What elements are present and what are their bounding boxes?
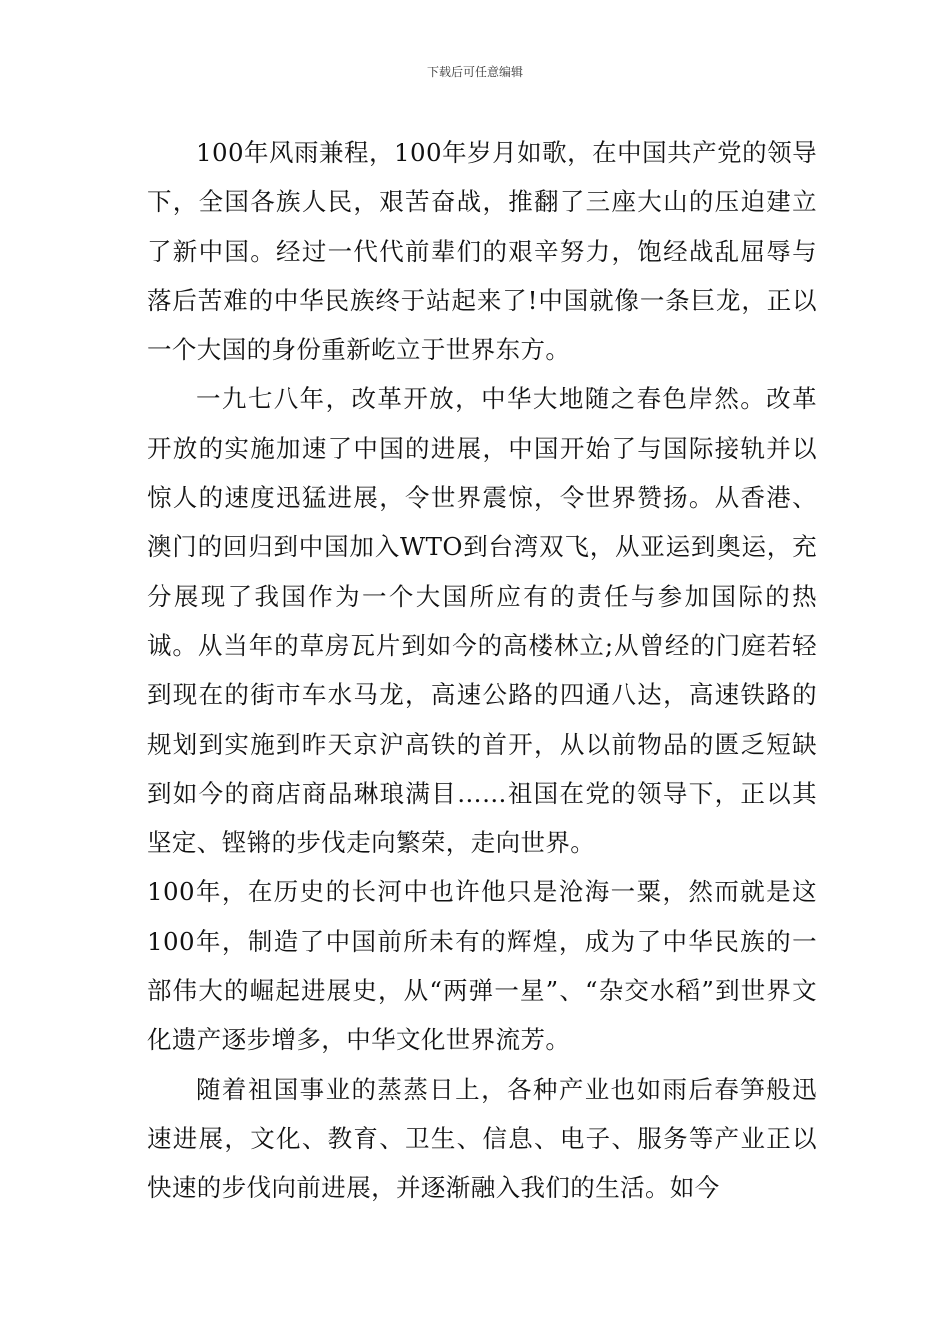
paragraph-4: 随着祖国事业的蒸蒸日上，各种产业也如雨后春笋般迅速进展，文化、教育、卫生、信息、电子、服务等产业正以快速的步伐向前进展，并逐渐融入我们的生活。如今: [147, 1074, 817, 1203]
paragraph-3: 100年，在历史的长河中也许他只是沧海一粟，然而就是这100年，制造了中国前所未有的辉煌，成为了中华民族的一部伟大的崛起进展史，从“两弹一星”、“杂交水稻”到世界文化遗产逐步增多，中华文化世界流芳。: [147, 877, 817, 1055]
paragraph-1: 100年风雨兼程，100年岁月如歌，在中国共产党的领导下，全国各族人民，艰苦奋战，推翻了三座大山的压迫建立了新中国。经过一代代前辈们的艰辛努力，饱经战乱屈辱与落后苦难的中华民族终于站起来了!中国就像一条巨龙，正以一个大国的身份重新屹立于世界东方。: [147, 138, 817, 365]
page-header-note: 下载后可任意编辑: [426, 65, 523, 79]
document-body: [147, 128, 817, 1213]
paragraph-2: 一九七八年，改革开放，中华大地随之春色岸然。改革开放的实施加速了中国的进展，中国开始了与国际接轨并以惊人的速度迅猛进展，令世界震惊，令世界赞扬。从香港、澳门的回归到中国加入WTO到台湾双飞，从亚运到奥运，充分展现了我国作为一个大国所应有的责任与参加国际的热诚。从当年的草房瓦片到如今的高楼林立;从曾经的门庭若轻到现在的街市车水马龙，高速公路的四通八达，高速铁路的规划到实施到昨天京沪高铁的首开，从以前物品的匮乏短缺到如今的商店商品琳琅满目……祖国在党的领导下，正以其坚定、铿锵的步伐走向繁荣，走向世界。: [147, 384, 817, 858]
